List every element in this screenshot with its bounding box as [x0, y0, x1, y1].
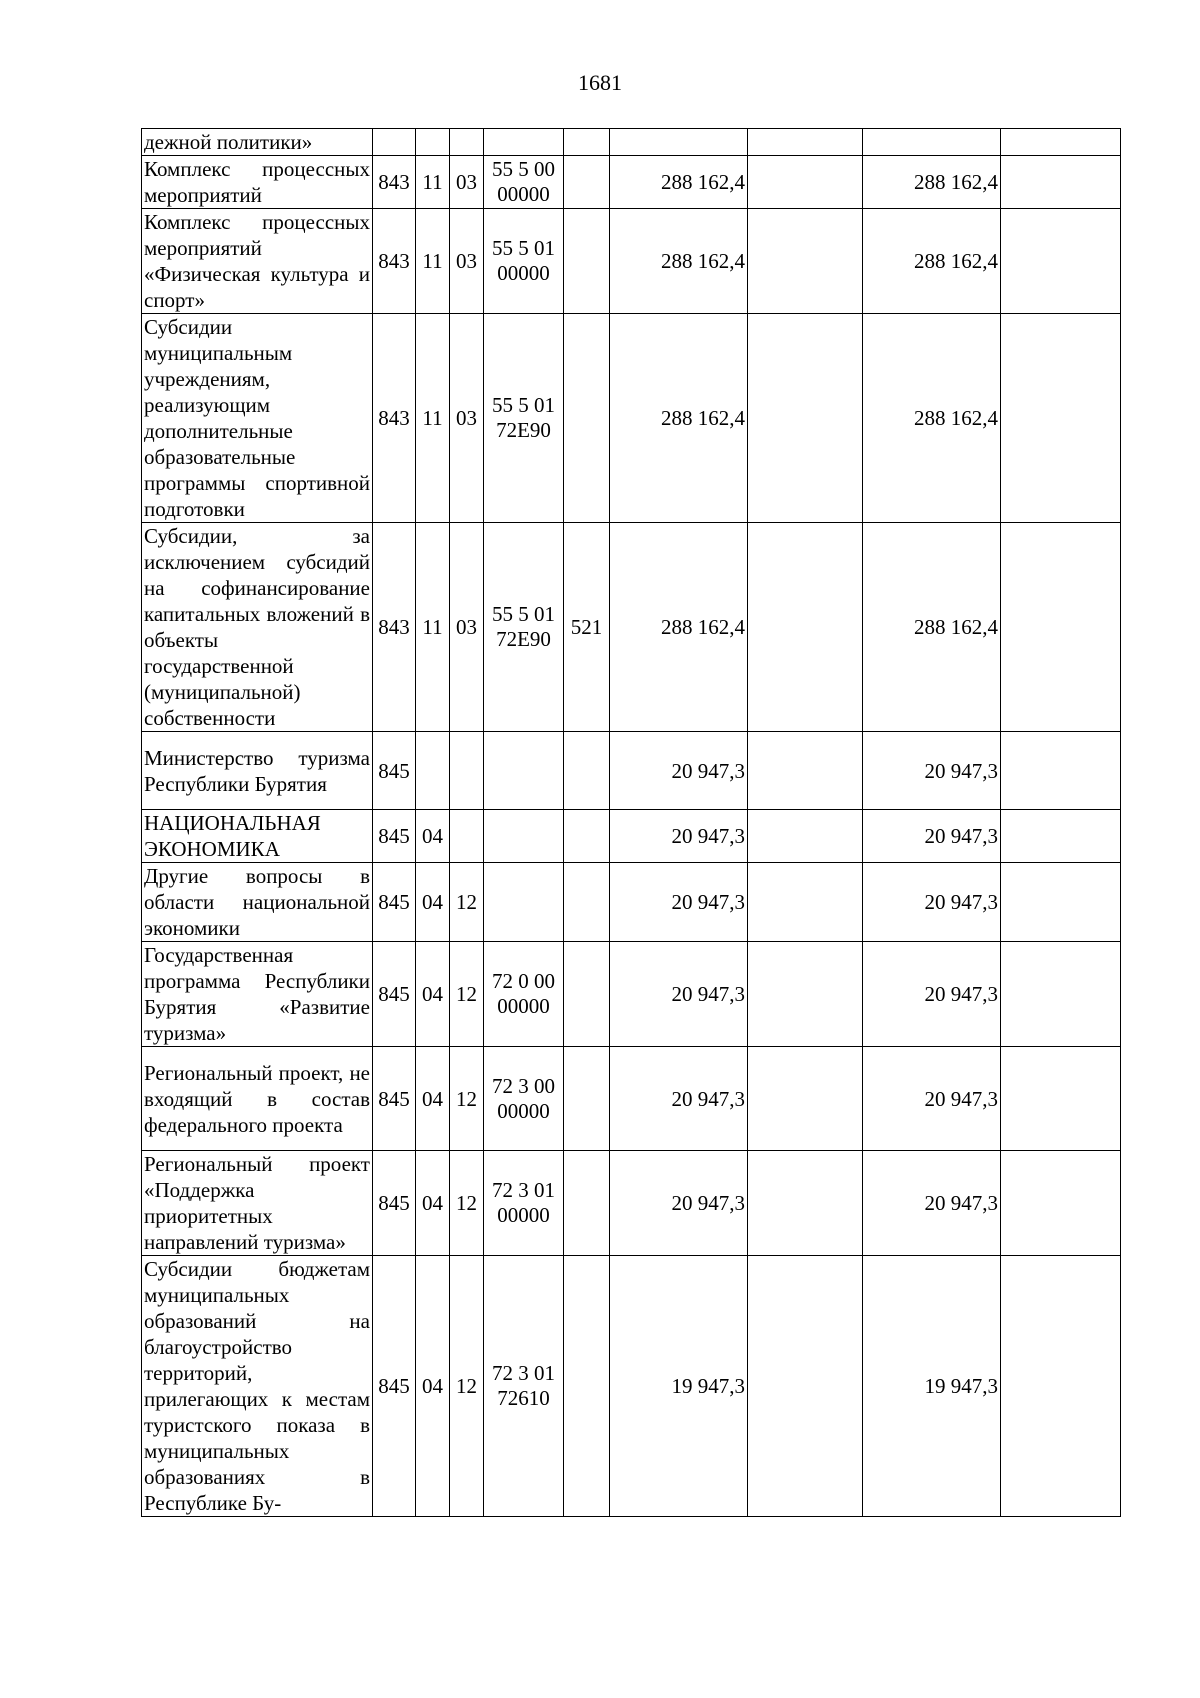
target-article-cell: 72 0 00 00000	[484, 942, 564, 1047]
table-row	[142, 810, 1121, 863]
amount-cell-4	[1001, 1151, 1121, 1256]
expense-type-cell	[564, 732, 610, 810]
target-article-cell: 72 3 01 00000	[484, 1151, 564, 1256]
amount-cell-1: 20 947,3	[610, 732, 748, 810]
amount-cell-2	[748, 732, 863, 810]
subsection-code-cell: 12	[450, 863, 484, 942]
expense-type-cell	[564, 156, 610, 209]
amount-cell-4	[1001, 209, 1121, 314]
subsection-code-cell: 03	[450, 314, 484, 523]
amount-cell-1: 19 947,3	[610, 1256, 748, 1517]
page-number: 1681	[578, 70, 622, 95]
table-row	[142, 732, 1121, 810]
expense-type-cell	[564, 810, 610, 863]
section-code-cell: 11	[416, 314, 450, 523]
row-name-cell: Комплекс процессных мероприятий «Физическая культура и спорт»	[142, 209, 373, 314]
target-article-cell: 72 3 01 72610	[484, 1256, 564, 1517]
row-name-cell: Комплекс процессных мероприятий	[142, 156, 373, 209]
amount-cell-4	[1001, 314, 1121, 523]
amount-cell-1: 20 947,3	[610, 1151, 748, 1256]
section-code-cell: 11	[416, 156, 450, 209]
subsection-code-cell	[450, 810, 484, 863]
amount-cell-1: 20 947,3	[610, 942, 748, 1047]
subsection-code-cell: 12	[450, 1151, 484, 1256]
expense-type-cell	[564, 1151, 610, 1256]
expense-type-cell	[564, 314, 610, 523]
amount-cell-3: 20 947,3	[863, 810, 1001, 863]
section-code-cell: 04	[416, 1256, 450, 1517]
grbs-code-cell: 843	[373, 314, 416, 523]
amount-cell-2	[748, 1151, 863, 1256]
expense-type-cell	[564, 129, 610, 156]
subsection-code-cell: 12	[450, 942, 484, 1047]
expense-type-cell	[564, 1256, 610, 1517]
table-row	[142, 523, 1121, 732]
grbs-code-cell: 845	[373, 1047, 416, 1151]
expense-type-cell	[564, 863, 610, 942]
target-article-cell	[484, 732, 564, 810]
expense-type-cell	[564, 1047, 610, 1151]
subsection-code-cell	[450, 732, 484, 810]
row-name-cell: НАЦИОНАЛЬНАЯ ЭКОНОМИКА	[142, 810, 373, 863]
expense-type-cell	[564, 942, 610, 1047]
amount-cell-4	[1001, 523, 1121, 732]
target-article-cell: 55 5 01 72Е90	[484, 314, 564, 523]
table-row	[142, 129, 1121, 156]
amount-cell-1: 288 162,4	[610, 156, 748, 209]
row-name-cell: Государственная программа Республики Бурятия «Развитие туризма»	[142, 942, 373, 1047]
table-row	[142, 942, 1121, 1047]
amount-cell-2	[748, 523, 863, 732]
target-article-cell	[484, 810, 564, 863]
amount-cell-2	[748, 1256, 863, 1517]
section-code-cell: 04	[416, 1151, 450, 1256]
grbs-code-cell: 843	[373, 156, 416, 209]
row-name-cell: Региональный проект «Поддержка приоритетных направлений туризма»	[142, 1151, 373, 1256]
amount-cell-2	[748, 156, 863, 209]
amount-cell-2	[748, 810, 863, 863]
table-row	[142, 1256, 1121, 1517]
amount-cell-3: 20 947,3	[863, 1047, 1001, 1151]
amount-cell-2	[748, 314, 863, 523]
subsection-code-cell: 12	[450, 1047, 484, 1151]
section-code-cell: 04	[416, 942, 450, 1047]
expense-type-cell: 521	[564, 523, 610, 732]
grbs-code-cell: 845	[373, 810, 416, 863]
subsection-code-cell: 03	[450, 209, 484, 314]
amount-cell-3: 288 162,4	[863, 314, 1001, 523]
amount-cell-4	[1001, 1256, 1121, 1517]
row-name-cell: Субсидии, за исключением субсидий на софинансирование капитальных вложений в объекты государственной (муниципальной) собственности	[142, 523, 373, 732]
grbs-code-cell	[373, 129, 416, 156]
section-code-cell: 04	[416, 863, 450, 942]
expense-type-cell	[564, 209, 610, 314]
amount-cell-1: 20 947,3	[610, 1047, 748, 1151]
subsection-code-cell: 03	[450, 523, 484, 732]
subsection-code-cell: 03	[450, 156, 484, 209]
amount-cell-4	[1001, 810, 1121, 863]
amount-cell-4	[1001, 863, 1121, 942]
section-code-cell: 04	[416, 1047, 450, 1151]
grbs-code-cell: 843	[373, 209, 416, 314]
amount-cell-2	[748, 942, 863, 1047]
amount-cell-1: 288 162,4	[610, 209, 748, 314]
amount-cell-4	[1001, 156, 1121, 209]
grbs-code-cell: 843	[373, 523, 416, 732]
row-name-cell: Министерство туризма Республики Бурятия	[142, 732, 373, 810]
amount-cell-4	[1001, 942, 1121, 1047]
row-name-cell: Субсидии муниципальным учреждениям, реализующим дополнительные образовательные программы спортивной подготовки	[142, 314, 373, 523]
table-row	[142, 209, 1121, 314]
target-article-cell: 55 5 01 72Е90	[484, 523, 564, 732]
amount-cell-3	[863, 129, 1001, 156]
amount-cell-1: 20 947,3	[610, 863, 748, 942]
table-row	[142, 156, 1121, 209]
grbs-code-cell: 845	[373, 732, 416, 810]
amount-cell-2	[748, 129, 863, 156]
row-name-cell: Региональный проект, не входящий в состав федерального проекта	[142, 1047, 373, 1151]
target-article-cell: 55 5 00 00000	[484, 156, 564, 209]
target-article-cell	[484, 129, 564, 156]
section-code-cell: 11	[416, 209, 450, 314]
amount-cell-3: 20 947,3	[863, 732, 1001, 810]
grbs-code-cell: 845	[373, 942, 416, 1047]
amount-cell-1	[610, 129, 748, 156]
table-row	[142, 1151, 1121, 1256]
row-name-cell: Субсидии бюджетам муниципальных образований на благоустройство территорий, прилегающих к местам туристского показа в муниципальных образованиях в Республике Бу-	[142, 1256, 373, 1517]
amount-cell-1: 20 947,3	[610, 810, 748, 863]
amount-cell-3: 20 947,3	[863, 942, 1001, 1047]
amount-cell-2	[748, 863, 863, 942]
section-code-cell: 11	[416, 523, 450, 732]
target-article-cell: 55 5 01 00000	[484, 209, 564, 314]
amount-cell-3: 288 162,4	[863, 156, 1001, 209]
grbs-code-cell: 845	[373, 1256, 416, 1517]
budget-table	[141, 128, 1121, 1517]
amount-cell-4	[1001, 1047, 1121, 1151]
row-name-cell: Другие вопросы в области национальной экономики	[142, 863, 373, 942]
amount-cell-3: 288 162,4	[863, 209, 1001, 314]
table-row	[142, 314, 1121, 523]
target-article-cell: 72 3 00 00000	[484, 1047, 564, 1151]
amount-cell-4	[1001, 129, 1121, 156]
table-row	[142, 863, 1121, 942]
grbs-code-cell: 845	[373, 863, 416, 942]
amount-cell-3: 19 947,3	[863, 1256, 1001, 1517]
section-code-cell	[416, 129, 450, 156]
grbs-code-cell: 845	[373, 1151, 416, 1256]
amount-cell-3: 20 947,3	[863, 863, 1001, 942]
table-row	[142, 1047, 1121, 1151]
amount-cell-1: 288 162,4	[610, 314, 748, 523]
subsection-code-cell: 12	[450, 1256, 484, 1517]
section-code-cell: 04	[416, 810, 450, 863]
subsection-code-cell	[450, 129, 484, 156]
amount-cell-4	[1001, 732, 1121, 810]
target-article-cell	[484, 863, 564, 942]
amount-cell-2	[748, 209, 863, 314]
row-name-cell: дежной политики»	[142, 129, 373, 156]
amount-cell-1: 288 162,4	[610, 523, 748, 732]
amount-cell-3: 20 947,3	[863, 1151, 1001, 1256]
table-body	[142, 129, 1121, 1517]
section-code-cell	[416, 732, 450, 810]
amount-cell-3: 288 162,4	[863, 523, 1001, 732]
amount-cell-2	[748, 1047, 863, 1151]
